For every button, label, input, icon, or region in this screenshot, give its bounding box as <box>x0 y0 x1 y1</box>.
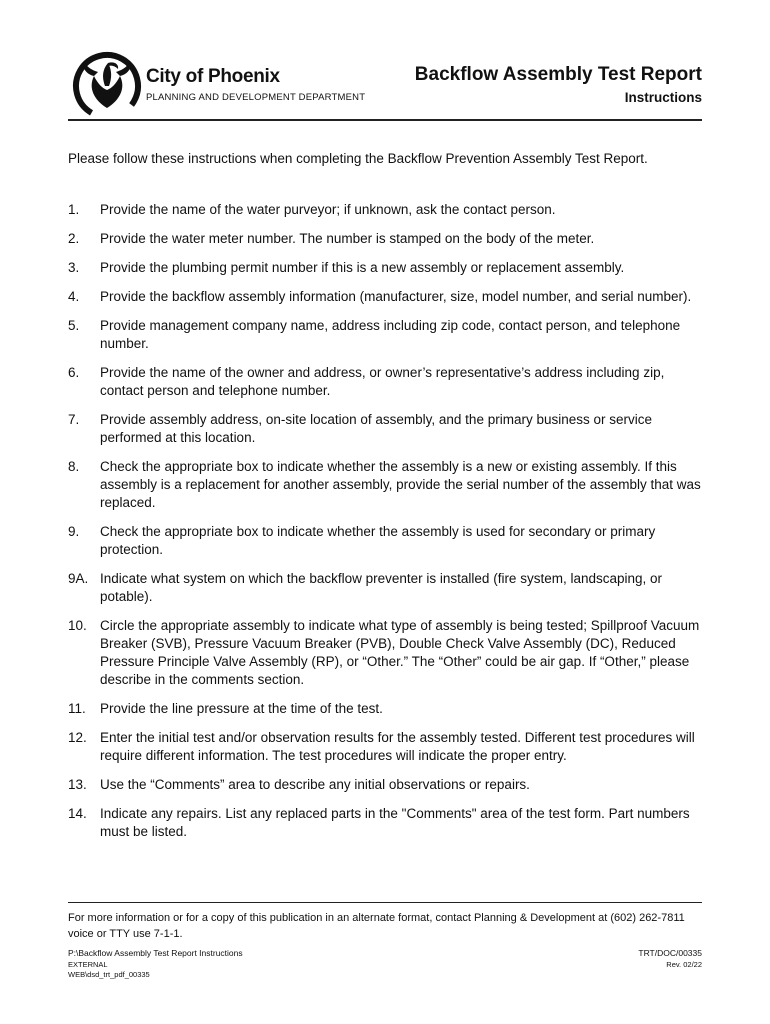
header-divider <box>68 119 702 121</box>
intro-paragraph: Please follow these instructions when completing the Backflow Prevention Assembly Test Report. <box>68 151 648 166</box>
instruction-number: 2. <box>68 231 80 246</box>
footer-divider <box>68 902 702 903</box>
instruction-item <box>68 411 704 447</box>
phoenix-bird-logo-icon <box>72 50 142 122</box>
instruction-number: 9A. <box>68 571 89 586</box>
instruction-item <box>68 700 704 718</box>
instruction-item <box>68 317 704 353</box>
instruction-item <box>68 201 704 219</box>
instruction-number: 5. <box>68 318 80 333</box>
instruction-text: Use the “Comments” area to describe any initial observations or repairs. <box>100 777 530 792</box>
instruction-number: 9. <box>68 524 80 539</box>
footer-revision: Rev. 02/22 <box>666 960 702 969</box>
instruction-item <box>68 570 704 606</box>
instruction-item <box>68 259 704 277</box>
instruction-number: 1. <box>68 202 80 217</box>
instruction-item <box>68 364 704 400</box>
instruction-text: Indicate what system on which the backflow preventer is installed (fire system, landscaping, or potable). <box>100 571 663 604</box>
instruction-text: Check the appropriate box to indicate whether the assembly is a new or existing assembly. If this assembly is a replacement for another assembly, provide the serial number of the assembly that was replaced. <box>100 459 701 510</box>
footer-web-id: WEB\dsd_trt_pdf_00335 <box>68 970 150 979</box>
instruction-number: 13. <box>68 777 87 792</box>
document-subtitle: Instructions <box>624 90 702 105</box>
instruction-text: Provide the name of the owner and address, or owner’s representative’s address including zip, contact person and telephone number. <box>100 365 665 398</box>
instruction-number: 12. <box>68 730 87 745</box>
instruction-number: 8. <box>68 459 80 474</box>
instruction-item <box>68 617 704 689</box>
instruction-text: Provide management company name, address including zip code, contact person, and telephone number. <box>100 318 681 351</box>
footer-file-path: P:\Backflow Assembly Test Report Instructions <box>68 948 243 958</box>
instruction-text: Check the appropriate box to indicate whether the assembly is used for secondary or primary protection. <box>100 524 656 557</box>
instruction-item <box>68 805 704 841</box>
instruction-item <box>68 523 704 559</box>
instruction-text: Provide the backflow assembly information (manufacturer, size, model number, and serial number). <box>100 289 692 304</box>
instruction-number: 11. <box>68 701 86 716</box>
instruction-text: Provide the name of the water purveyor; if unknown, ask the contact person. <box>100 202 556 217</box>
instruction-text: Provide the line pressure at the time of the test. <box>100 701 383 716</box>
footer-external-label: EXTERNAL <box>68 960 108 969</box>
instruction-text: Provide the plumbing permit number if this is a new assembly or replacement assembly. <box>100 260 625 275</box>
instruction-text: Indicate any repairs. List any replaced parts in the "Comments" area of the test form. Part numbers must be listed. <box>100 806 690 839</box>
instruction-item <box>68 230 704 248</box>
footer-document-id: TRT/DOC/00335 <box>638 948 702 958</box>
org-department: PLANNING AND DEVELOPMENT DEPARTMENT <box>146 92 366 103</box>
document-title: Backflow Assembly Test Report <box>414 64 702 85</box>
instruction-text: Provide assembly address, on-site location of assembly, and the primary business or service performed at this location. <box>100 412 652 445</box>
instruction-item <box>68 729 704 765</box>
org-name: City of Phoenix <box>146 66 280 87</box>
instruction-number: 7. <box>68 412 80 427</box>
instruction-text: Enter the initial test and/or observation results for the assembly tested. Different test procedures will require different information. The test procedures will indicate the proper entry. <box>100 730 695 763</box>
instruction-number: 6. <box>68 365 80 380</box>
instruction-text: Circle the appropriate assembly to indicate what type of assembly is being tested; Spillproof Vacuum Breaker (SVB), Pressure Vacuum Breaker (PVB), Double Check Valve Assembly (DC), Reduced Pressure Principle Valve Assembly (RP), or “Other.” The “Other” could be air gap. If “Other,” please describe in the comments section. <box>100 618 700 687</box>
instruction-number: 10. <box>68 618 87 633</box>
instruction-number: 14. <box>68 806 87 821</box>
footer-contact-note: For more information or for a copy of this publication in an alternate format, contact Planning & Development at (602) 262-7811 voice or TTY use 7-1-1. <box>68 912 685 940</box>
instruction-list <box>68 201 704 852</box>
instruction-number: 4. <box>68 289 80 304</box>
instruction-item <box>68 776 704 794</box>
instruction-number: 3. <box>68 260 80 275</box>
instruction-item <box>68 458 704 512</box>
instruction-item <box>68 288 704 306</box>
instruction-text: Provide the water meter number. The number is stamped on the body of the meter. <box>100 231 595 246</box>
